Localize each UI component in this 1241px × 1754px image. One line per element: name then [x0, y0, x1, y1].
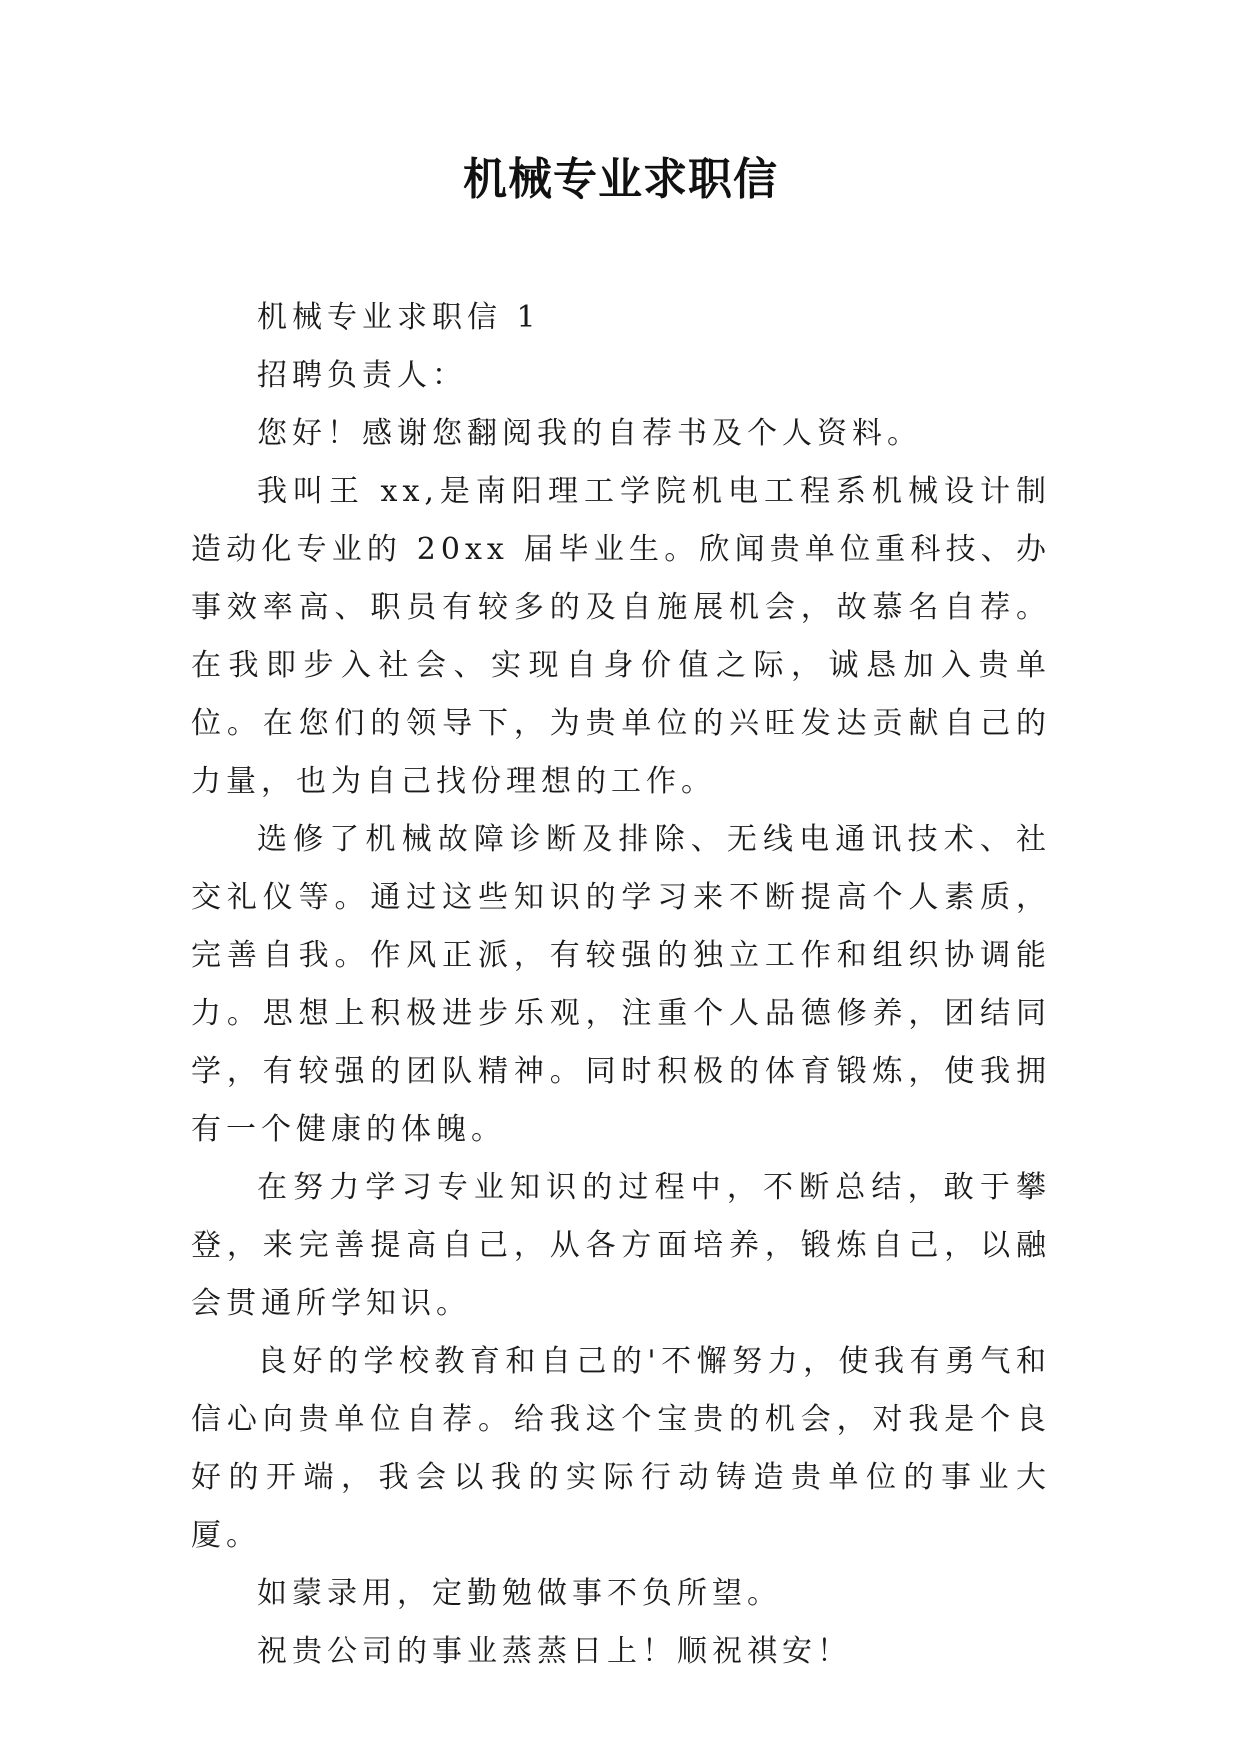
intro-paragraph: 我叫王 xx,是南阳理工学院机电工程系机械设计制造动化专业的 20xx 届毕业生。欣闻贵单位重科技、办事效率高、职员有较多的及自施展机会，故慕名自荐。在我即步入社会、实现自身价值之际，诚恳加入贵单位。在您们的领导下，为贵单位的兴旺发达贡献自己的力量，也为自己找份理想的工作。	[191, 474, 1051, 799]
closing-wishes: 祝贵公司的事业蒸蒸日上！顺祝祺安！	[257, 1634, 852, 1669]
self-recommendation-paragraph: 良好的学校教育和自己的'不懈努力，使我有勇气和信心向贵单位自荐。给我这个宝贵的机会，对我是个良好的开端，我会以我的实际行动铸造贵单位的事业大厦。	[191, 1344, 1051, 1553]
document-body	[191, 289, 1051, 1681]
document-title: 机械专业求职信	[463, 154, 778, 205]
skills-paragraph: 选修了机械故障诊断及排除、无线电通讯技术、社交礼仪等。通过这些知识的学习来不断提高个人素质，完善自我。作风正派，有较强的独立工作和组织协调能力。思想上积极进步乐观，注重个人品德修养，团结同学，有较强的团队精神。同时积极的体育锻炼，使我拥有一个健康的体魄。	[191, 822, 1051, 1147]
letter-heading: 机械专业求职信 1	[257, 300, 541, 335]
learning-paragraph: 在努力学习专业知识的过程中，不断总结，敢于攀登，来完善提高自己，从各方面培养，锻炼自己，以融会贯通所学知识。	[191, 1170, 1051, 1321]
promise-paragraph: 如蒙录用，定勤勉做事不负所望。	[257, 1576, 782, 1611]
greeting-paragraph: 您好！感谢您翻阅我的自荐书及个人资料。	[257, 416, 922, 451]
salutation: 招聘负责人：	[257, 358, 467, 393]
